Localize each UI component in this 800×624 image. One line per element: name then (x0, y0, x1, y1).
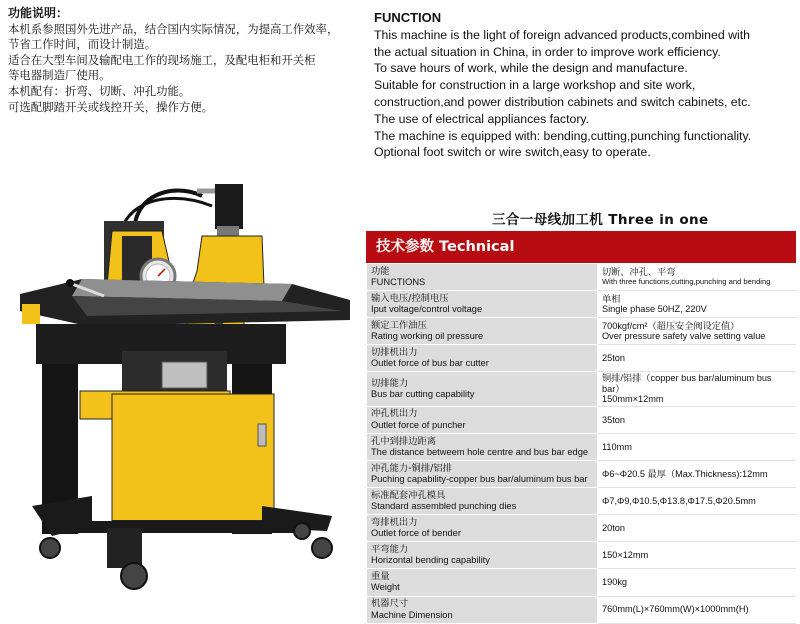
spec-label-cn: 重量 (371, 570, 390, 582)
spec-label-en: FUNCTIONS (371, 277, 426, 288)
intro-en-line: construction,and power distribution cabinets and switch cabinets, etc. (374, 94, 751, 109)
spec-table (366, 263, 796, 624)
spec-row-dimension (367, 596, 796, 623)
spec-value-line: 150×12mm (602, 550, 649, 561)
spec-value-line: 铜排/铝排（copper bus bar/aluminum bus bar） (602, 373, 772, 394)
spec-value (598, 596, 796, 623)
spec-row-weight (367, 569, 796, 596)
spec-value (598, 542, 796, 569)
spec-label (367, 596, 598, 623)
spec-label-en: Horizontal bending capability (371, 555, 490, 566)
spec-value-line: 190kg (602, 577, 628, 588)
spec-value (598, 291, 796, 318)
intro-cn-line: 本机配有：折弯、切断、冲孔功能。 (8, 83, 191, 98)
spec-label-en: Outlet force of puncher (371, 419, 466, 430)
spec-panel (366, 231, 796, 624)
spec-label-cn: 输入电压/控制电压 (371, 292, 449, 304)
intro-en-line: This machine is the light of foreign advanced products,combined with (374, 27, 750, 42)
spec-value (598, 569, 796, 596)
spec-value (598, 345, 796, 372)
spec-value (598, 406, 796, 433)
spec-row-punching-dies (367, 488, 796, 515)
spec-label-cn: 功能 (371, 265, 390, 277)
intro-en-line: Optional foot switch or wire switch,easy to operate. (374, 145, 651, 160)
spec-row-oil-pressure (367, 318, 796, 345)
intro-chinese (8, 6, 364, 115)
spec-label-en: Puching capability-copper bus bar/aluminum bus bar (371, 474, 588, 485)
machine-image (12, 176, 357, 598)
spec-value-line: 700kgf/cm²（超压安全阀设定值） (602, 320, 740, 331)
spec-label (367, 488, 598, 515)
spec-label-en: Machine Dimension (371, 609, 453, 620)
spec-label-cn: 切排机出力 (371, 346, 418, 358)
spec-label-en: Bus bar cutting capability (371, 389, 475, 400)
spec-value (598, 461, 796, 488)
spec-value-line: 110mm (602, 441, 632, 452)
spec-value (598, 318, 796, 345)
intro-en-line: To save hours of work, while the design and manufacture. (374, 61, 688, 76)
intro-en-line: Suitable for construction in a large workshop and site work, (374, 78, 696, 93)
spec-value-line: Single phase 50HZ, 220V (602, 304, 707, 315)
spec-label-cn: 平弯能力 (371, 543, 409, 555)
spec-label (367, 406, 598, 433)
spec-label-cn: 标准配套冲孔模具 (371, 489, 446, 501)
intro-cn-line: 节省工作时间，而设计制造。 (8, 37, 157, 52)
intro-english (374, 10, 794, 161)
spec-label-cn: 冲孔机出力 (371, 408, 418, 420)
spec-label-en: Standard assembled punching dies (371, 501, 517, 512)
spec-row-punching-capability (367, 461, 796, 488)
spec-row-bending-capability (367, 542, 796, 569)
spec-label (367, 461, 598, 488)
spec-value (598, 488, 796, 515)
spec-label (367, 345, 598, 372)
spec-value (598, 372, 796, 407)
spec-label-en: Iput voltage/control voltage (371, 304, 483, 315)
spec-label-cn: 切排能力 (371, 377, 409, 389)
spec-value-line: 760mm(L)×760mm(W)×1000mm(H) (602, 604, 749, 615)
spec-value-line: Φ6~Φ20.5 最厚（Max.Thickness):12mm (602, 468, 768, 479)
spec-label (367, 291, 598, 318)
spec-label (367, 433, 598, 460)
spec-value-line: 25ton (602, 353, 625, 364)
spec-value (598, 433, 796, 460)
spec-value-line: Over pressure safety valve setting value (602, 331, 766, 342)
spec-label (367, 515, 598, 542)
spec-value-line: 切断、冲孔、平弯 (602, 266, 676, 277)
spec-row-puncher-force (367, 406, 796, 433)
spec-label-cn: 弯排机出力 (371, 516, 418, 528)
spec-value-line: With three functions,cutting,punching and bending (602, 277, 771, 287)
spec-label-en: Rating working oil pressure (371, 331, 484, 342)
intro-cn-heading: 功能说明： (8, 6, 69, 20)
product-title: 三合一母线加工机 Three in one (492, 212, 709, 228)
spec-label-cn: 孔中到排边距离 (371, 435, 437, 447)
spec-label (367, 569, 598, 596)
spec-label-en: Outlet force of bender (371, 528, 461, 539)
spec-label (367, 372, 598, 407)
intro-cn-line: 适合在大型车间及输配电工作的现场施工，及配电柜和开关柜 (8, 52, 316, 67)
intro-en-heading: FUNCTION (374, 10, 442, 25)
spec-label-en: Weight (371, 582, 400, 593)
spec-value-line: 150mm×12mm (602, 394, 664, 405)
spec-label-cn: 额定工作油压 (371, 319, 427, 331)
spec-value (598, 264, 796, 291)
spec-header: 技术参数 Technical (366, 231, 796, 263)
intro-en-line: The use of electrical appliances factory. (374, 111, 590, 126)
spec-row-cutting-capability (367, 372, 796, 407)
spec-label (367, 318, 598, 345)
spec-label-cn: 机器尺寸 (371, 598, 409, 610)
spec-value (598, 515, 796, 542)
intro-en-line: the actual situation in China, in order to improve work efficiency. (374, 44, 721, 59)
spec-row-bender-force (367, 515, 796, 542)
spec-row-functions (367, 264, 796, 291)
spec-label-en: Outlet force of bus bar cutter (371, 358, 489, 369)
spec-value-line: 单相 (602, 293, 621, 304)
intro-en-line: The machine is equipped with: bending,cutting,punching functionality. (374, 128, 752, 143)
spec-row-cutter-force (367, 345, 796, 372)
spec-value-line: Φ7,Φ9,Φ10.5,Φ13.8,Φ17.5,Φ20.5mm (602, 495, 756, 506)
spec-label (367, 542, 598, 569)
spec-row-voltage (367, 291, 796, 318)
spec-row-hole-distance (367, 433, 796, 460)
intro-cn-line: 本机系参照国外先进产品，结合国内实际情况，为提高工作效率， (8, 21, 339, 36)
spec-label (367, 264, 598, 291)
intro-cn-line: 等电器制造厂使用。 (8, 68, 111, 83)
spec-value-line: 20ton (602, 523, 625, 534)
spec-value-line: 35ton (602, 414, 625, 425)
spec-label-en: The distance betweem hole centre and bus bar edge (371, 447, 589, 458)
spec-label-cn: 冲孔能力-铜排/铝排 (371, 462, 452, 474)
intro-cn-line: 可选配脚踏开关或线控开关，操作方便。 (8, 99, 214, 114)
